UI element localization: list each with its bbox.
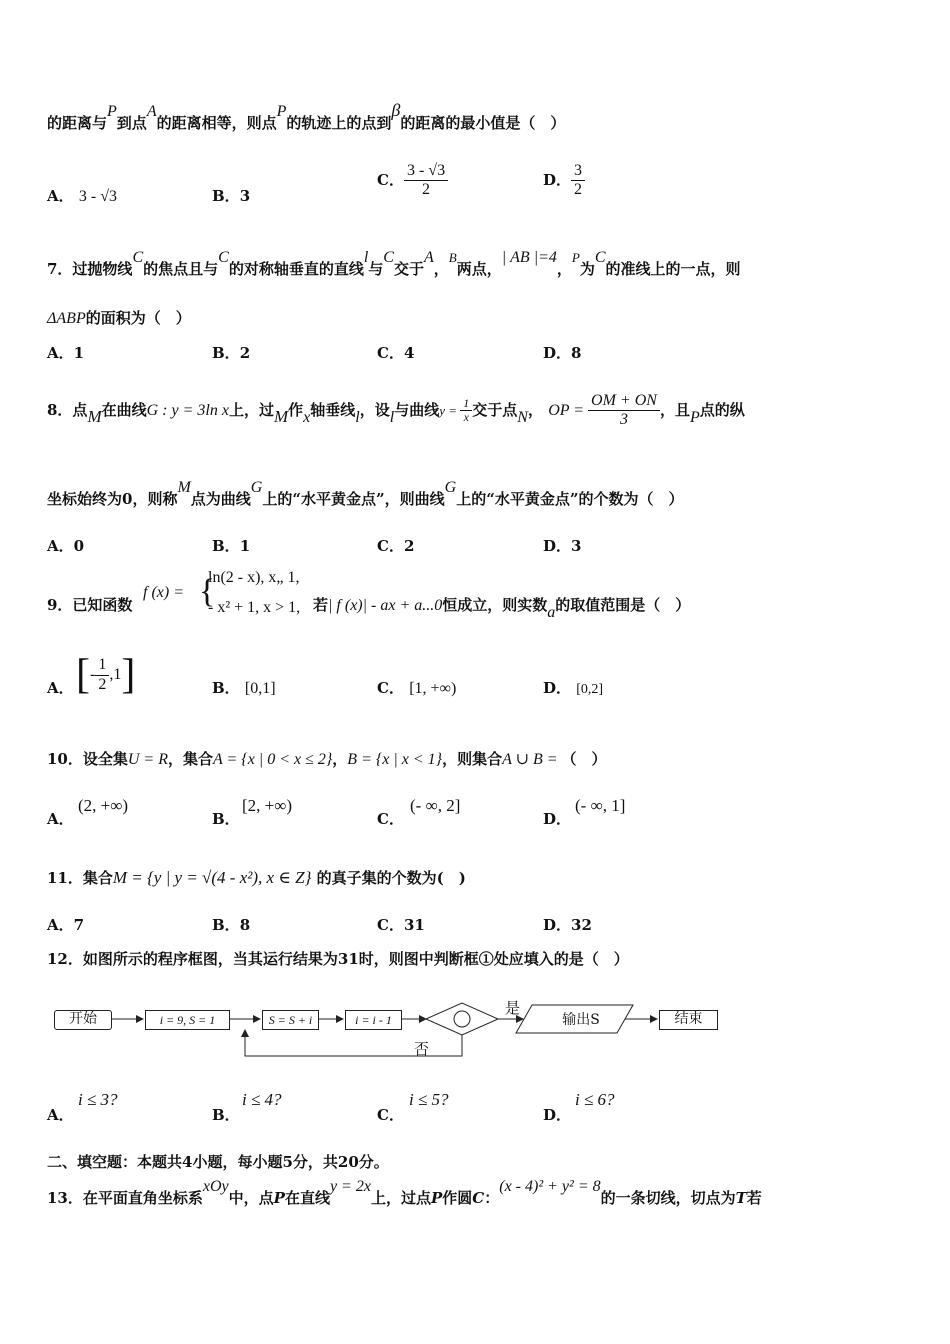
q12-option-a-label[interactable]: A． [47,1106,74,1124]
flow-start: 开始 [54,1010,112,1030]
q12-option-d[interactable]: i ≤ 6? [575,1090,615,1109]
q9-option-c[interactable]: C． [1, +∞) [377,679,457,697]
flow-decrement: i = i - 1 [345,1010,402,1030]
q6-option-b[interactable]: B．3 [212,187,251,205]
q7-option-a[interactable]: A．1 [47,344,85,362]
flow-output: 输出S [562,1012,600,1028]
flow-yes-label: 是 [505,999,521,1017]
q7-stem: 7．过抛物线C的焦点且与C的对称轴垂直的直线l与C交于A，B两点，| AB |=4，P为C的准线上的一点，则 [47,249,741,278]
q11-option-c[interactable]: C．31 [377,916,425,934]
q12-flowchart [0,990,950,1070]
q7-option-b[interactable]: B．2 [212,344,251,362]
q11-option-b[interactable]: B．8 [212,916,251,934]
q10-option-c[interactable]: (- ∞, 2] [410,796,461,815]
q10-option-a-label[interactable]: A． [47,810,74,828]
q7-option-c[interactable]: C．4 [377,344,415,362]
q9-case1: ln(2 - x), x„ 1, [208,569,300,586]
q10-option-c-label[interactable]: C． [377,810,404,828]
q9-case2: - x² + 1, x > 1, [208,599,301,616]
flow-no-label: 否 [414,1040,430,1058]
q6-option-a[interactable]: A． 3 - √3 [47,187,117,205]
q6-option-c[interactable]: C． $\frac{3 - √3}{2}$ [377,162,448,200]
q9-stem-rest: 若| f (x)| - ax + a...0恒成立，则实数a的取值范围是（ ） [313,596,691,621]
q8-stem: 8．点M在曲线G : y = 3ln x上，过M作x轴垂线l，设l与曲线y = $\frac{1}{x}$ 交于点N， OP = $\frac{OM + ON}{3}$ ，且P点的纵 [47,392,745,429]
q6-c-fraction: $\frac{3 - √3}{2}$ [404,162,448,200]
q11-stem: 11．集合M = {y | y = √(4 - x²), x ∈ Z} 的真子集的个数为( ) [47,868,466,887]
q8-op-fraction: $\frac{OM + ON}{3}$ [588,392,660,430]
q9-a-interval: [- $\frac{1}{2}$ ,1] [76,652,136,698]
q9-option-b[interactable]: B． [0,1] [212,679,276,697]
q12-option-a[interactable]: i ≤ 3? [78,1090,118,1109]
q8-option-a[interactable]: A．0 [47,537,85,555]
flow-condition [455,1009,469,1023]
q9-stem: 9．已知函数 [47,596,133,614]
flow-sum: S = S + i [262,1010,319,1030]
q9-brace: { [199,573,216,610]
q11-option-d[interactable]: D．32 [543,916,592,934]
q8-option-d[interactable]: D．3 [543,537,582,555]
q10-option-a[interactable]: (2, +∞) [78,796,129,815]
q10-option-b[interactable]: [2, +∞) [242,796,293,815]
q8-stem-line2: 坐标始终为0，则称M点为曲线G上的“水平黄金点”，则曲线G上的“水平黄金点”的个数为（ ） [47,479,684,508]
q11-option-a[interactable]: A．7 [47,916,85,934]
q6-stem-tail: 的距离与P到点A的距离相等，则点P的轨迹上的点到β的距离的最小值是（ ） [47,100,566,132]
q10-option-d[interactable]: (- ∞, 1] [575,796,626,815]
q12-option-c[interactable]: i ≤ 5? [409,1090,449,1109]
q9-option-a[interactable]: A． [47,679,74,697]
q6-option-d[interactable]: D． $\frac{3}{2}$ [543,162,585,200]
q12-option-d-label[interactable]: D． [543,1106,572,1124]
q10-option-d-label[interactable]: D． [543,810,572,828]
q8-curve-fraction: $\frac{1}{x}$ [460,397,472,426]
q12-option-c-label[interactable]: C． [377,1106,404,1124]
flow-init: i = 9, S = 1 [145,1010,230,1030]
q10-option-b-label[interactable]: B． [212,810,240,828]
q7-stem-line2: ΔABP的面积为（ ） [47,309,191,327]
q8-option-c[interactable]: C．2 [377,537,415,555]
q9-fx: f (x) = [143,584,184,601]
q13-stem: 13．在平面直角坐标系xOy中，点P在直线y = 2x上，过点P作圆C：(x - 4)² + y² = 8的一条切线，切点为T若 [47,1178,762,1207]
flow-end: 结束 [659,1010,718,1030]
q7-option-d[interactable]: D．8 [543,344,582,362]
section-2-heading: 二、填空题：本题共4小题，每小题5分，共20分。 [47,1153,389,1171]
q8-option-b[interactable]: B．1 [212,537,251,555]
q12-option-b-label[interactable]: B． [212,1106,240,1124]
q10-stem: 10．设全集U = R，集合A = {x | 0 < x ≤ 2}，B = {x | x < 1}，则集合A ∪ B = （ ） [47,750,607,768]
q12-stem: 12．如图所示的程序框图，当其运行结果为31时，则图中判断框①处应填入的是（ ） [47,950,629,968]
q6-d-fraction: $\frac{3}{2}$ [571,162,585,200]
q12-option-b[interactable]: i ≤ 4? [242,1090,282,1109]
q9-option-d[interactable]: D． [0,2] [543,679,604,697]
